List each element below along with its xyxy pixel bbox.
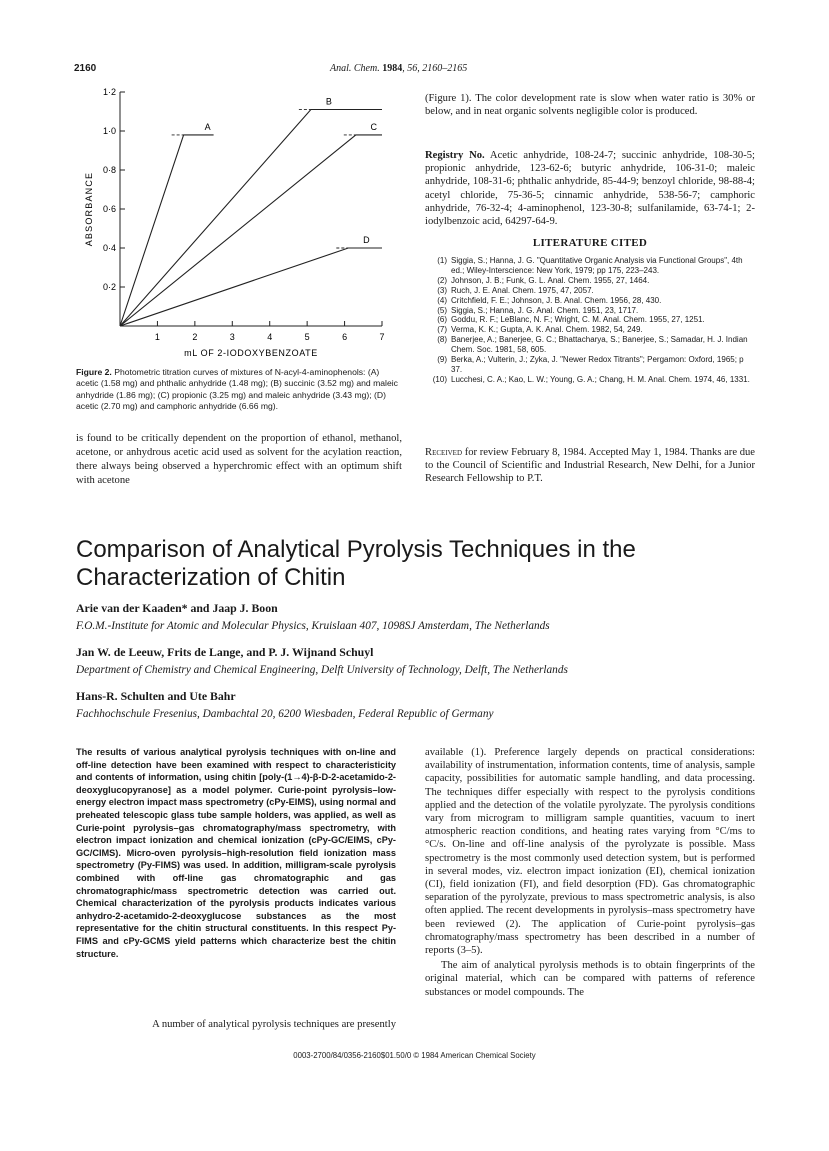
y-tick-label: 0·8 (102, 165, 116, 175)
page-number: 2160 (74, 63, 97, 74)
x-tick-label: 1 (154, 332, 160, 342)
series-label: A (204, 121, 211, 132)
copyright-footer: 0003-2700/84/0356-2160$01.50/0 © 1984 American Chemical Society (293, 1051, 536, 1060)
x-tick-label: 3 (229, 332, 235, 342)
article-title: Comparison of Analytical Pyrolysis Techniques in the Characterization of Chitin (76, 536, 636, 591)
reference-item: (1) Siggia, S.; Hanna, J. G. "Quantitative Organic Analysis via Functional Groups", 4th ed.; Wiley-Interscience: New York, 1979; pp 175, 223–243. (437, 256, 743, 275)
literature-heading: LITERATURE CITED (532, 237, 648, 249)
author-line: Hans-R. Schulten and Ute Bahr (76, 689, 236, 703)
affiliation-line: Fachhochschule Fresenius, Dambachtal 20, 6200 Wiesbaden, Federal Republic of Germany (76, 708, 494, 720)
intro-right-column (425, 746, 755, 999)
left-column-continuation: is found to be critically dependent on the proportion of ethanol, methanol, acetone, or anhydrous acetic acid used as solvent for the acylation reaction, there always being observed a hyperchromic effect with an optimum shift with acetone (76, 433, 402, 486)
x-tick-label: 6 (342, 332, 348, 342)
reference-item: (4) Critchfield, F. E.; Johnson, J. B. Anal. Chem. 1956, 28, 430. (437, 295, 662, 305)
received-label: Received (425, 447, 463, 458)
x-tick-label: 7 (379, 332, 385, 342)
running-head: Anal. Chem. 1984, 56, 2160–2165 (330, 63, 468, 74)
series-line (120, 248, 382, 326)
registry-label: Registry No. (425, 150, 485, 161)
figure-caption (76, 367, 402, 413)
abstract: The results of various analytical pyrolysis techniques with on-line and off-line detection have been examined with respect to characteristicity and contents of information, using chitin [poly-(1→4)-β-D-2-acetamido-2-deoxyglucopyranose] as a model polymer. Curie-point pyrolysis–low-energy electron impact mass spectrometry (cPy-EIMS), using normal and preheated telescopic glass tube sample holders, was applied, as well as Curie-point pyrolysis–gas chromatography/mass spectrometry, with electron impact ionization and chemical ionization (cPy-GC/EIMS, cPy-GC/CIMS). Micro-oven pyrolysis–high-resolution field ionization mass spectrometry (Py-FIMS) was used. In addition, milligram-scale pyrolysis combined with off-line gas chromatographic and gas chromatographic/mass spectrometric detection was carried out. Chemical characterization of the pyrolysis products indicates various anhydro-2-acetamido-2-deoxyglucose substances as the most representative for the chitin structural constituents. In this respect Py-FIMS and cPy-GCMS yield patterns which characterize best the chitin structure. (76, 747, 396, 959)
author-line: Jan W. de Leeuw, Frits de Lange, and P. J. Wijnand Schuyl (76, 645, 374, 659)
reference-item: (6) Goddu, R. F.; LeBlanc, N. F.; Wright, C. M. Anal. Chem. 1955, 27, 1251. (437, 315, 705, 325)
y-tick-label: 1·0 (102, 126, 116, 136)
x-tick-label: 2 (192, 332, 198, 342)
reference-item: (3) Ruch, J. E. Anal. Chem. 1975, 47, 2057. (437, 285, 594, 295)
figure-caption-text: Photometric titration curves of mixtures of N-acyl-4-aminophenols: (A) acetic (1.58 mg) and phthalic anhydride (1.48 mg); (B) succinic (3.52 mg) and maleic anhydride (1.86 mg); (C) propionic (3.25 mg) and maleic anhydride (3.43 mg); (D) acetic (2.70 mg) and camphoric anhydride (6.66 mg). (76, 367, 398, 412)
y-tick-label: 0·6 (102, 204, 116, 214)
series-line (120, 135, 382, 326)
journal-pages: 2160–2165 (422, 63, 468, 74)
y-tick-label: 1·2 (102, 87, 116, 97)
y-tick-label: 0·4 (102, 243, 116, 253)
series-label: B (325, 96, 332, 107)
x-tick-label: 5 (304, 332, 310, 342)
received-note (425, 446, 755, 486)
journal-volume: 56 (407, 63, 418, 74)
reference-item: (9) Berka, A.; Vulterin, J.; Zyka, J. "Newer Redox Titrants"; Pergamon: Oxford, 1965; p 37. (437, 355, 744, 374)
intro-paragraph: The aim of analytical pyrolysis methods is to obtain fingerprints of the original material, which can be compared with patterns of reference substances or model compounds. The (425, 960, 755, 998)
registry-numbers (425, 149, 755, 228)
reference-item: (2) Johnson, J. B.; Funk, G. L. Anal. Chem. 1955, 27, 1464. (437, 275, 650, 285)
affiliation-line: F.O.M.-Institute for Atomic and Molecular Physics, Kruislaan 407, 1098SJ Amsterdam, The Netherlands (76, 620, 550, 632)
journal-year: 1984 (382, 63, 403, 74)
reference-item: (7) Verma, K. K.; Gupta, A. K. Anal. Chem. 1982, 54, 249. (437, 325, 643, 335)
reference-item: (5) Siggia, S.; Hanna, J. G. Anal. Chem. 1951, 23, 1717. (437, 305, 639, 315)
received-text: for review February 8, 1984. Accepted May 1, 1984. Thanks are due to the Council of Scientific and Industrial Research, New Delhi, for a Junior Research Fellowship to P.T. (425, 447, 755, 485)
figure-reference-paragraph: (Figure 1). The color development rate is slow when water ratio is 30% or below, and in neat organic solvents negligible color is produced. (425, 93, 755, 118)
intro-left-line: A number of analytical pyrolysis techniques are presently (152, 1019, 396, 1030)
x-tick-label: 4 (267, 332, 273, 342)
intro-paragraph: available (1). Preference largely depends on practical considerations: availability of instrumentation, information contents, time of analysis, sample capacity, possibilities for automatic sample handling, and data processing. The techniques differ especially with respect to the pyrolysis conditions applied and the detection of the volatile pyrolyzate. The pyrolysis conditions vary from microgram to milligram sample quantities, vacuum to inert atmospheric reaction conditions, and heating rates varying from °C/ms to °C/s. On-line and off-line analysis of the pyrolyzate is possible. Mass spectrometry is the most commonly used detection system, but is performed in several modes, viz. electron impact ionization (EI), chemical ionization (CI), field ionization (FI), and field desorption (FD). Gas chromatographic separation of the pyrolyzate, previous to mass spectrometric analysis, is also often applied. The recent developments in pyrolysis–mass spectrometry have been reviewed (2). The application of Curie-point pyrolysis–gas chromatography/mass spectrometry has been described in a number of reports (3–5). (425, 747, 755, 957)
series-label: D (363, 235, 370, 245)
y-tick-label: 0·2 (102, 282, 116, 292)
reference-item: (10) Lucchesi, C. A.; Kao, L. W.; Young, G. A.; Chang, H. M. Anal. Chem. 1974, 46, 1331. (432, 374, 750, 384)
series-line (120, 135, 214, 326)
y-axis-label: ABSORBANCE (84, 171, 94, 247)
figure-label: Figure 2. (76, 367, 112, 377)
affiliation-line: Department of Chemistry and Chemical Engineering, Delft University of Technology, Delft, The Netherlands (76, 664, 568, 676)
journal-name: Anal. Chem. (330, 63, 380, 74)
reference-list (425, 256, 755, 385)
reference-item: (8) Banerjee, A.; Banerjee, G. C.; Bhattacharya, S.; Banerjee, S.; Samadar, H. J. Indian Chem. Soc. 1981, 58, 605. (437, 335, 748, 355)
x-axis-label: mL OF 2-IODOXYBENZOATE (184, 348, 318, 358)
registry-text: Acetic anhydride, 108-24-7; succinic anhydride, 108-30-5; propionic anhydride, 123-62-6; butyric anhydride, 106-31-0; maleic anhydride, 108-31-6; phthalic anhydride, 85-44-9; benzoyl chloride, 98-88-4; acetyl chloride, 75-36-5; cinnamic anhydride, 538-56-7; camphoric anhydride, 76-32-4; 4-aminophenol, 123-30-8; sulfanilamide, 63-74-1; 2-iodylbenzoic acid, 64297-64-9. (425, 150, 755, 228)
series-label: C (370, 121, 378, 132)
titration-chart (74, 80, 404, 370)
author-line: Arie van der Kaaden* and Jaap J. Boon (76, 601, 278, 615)
